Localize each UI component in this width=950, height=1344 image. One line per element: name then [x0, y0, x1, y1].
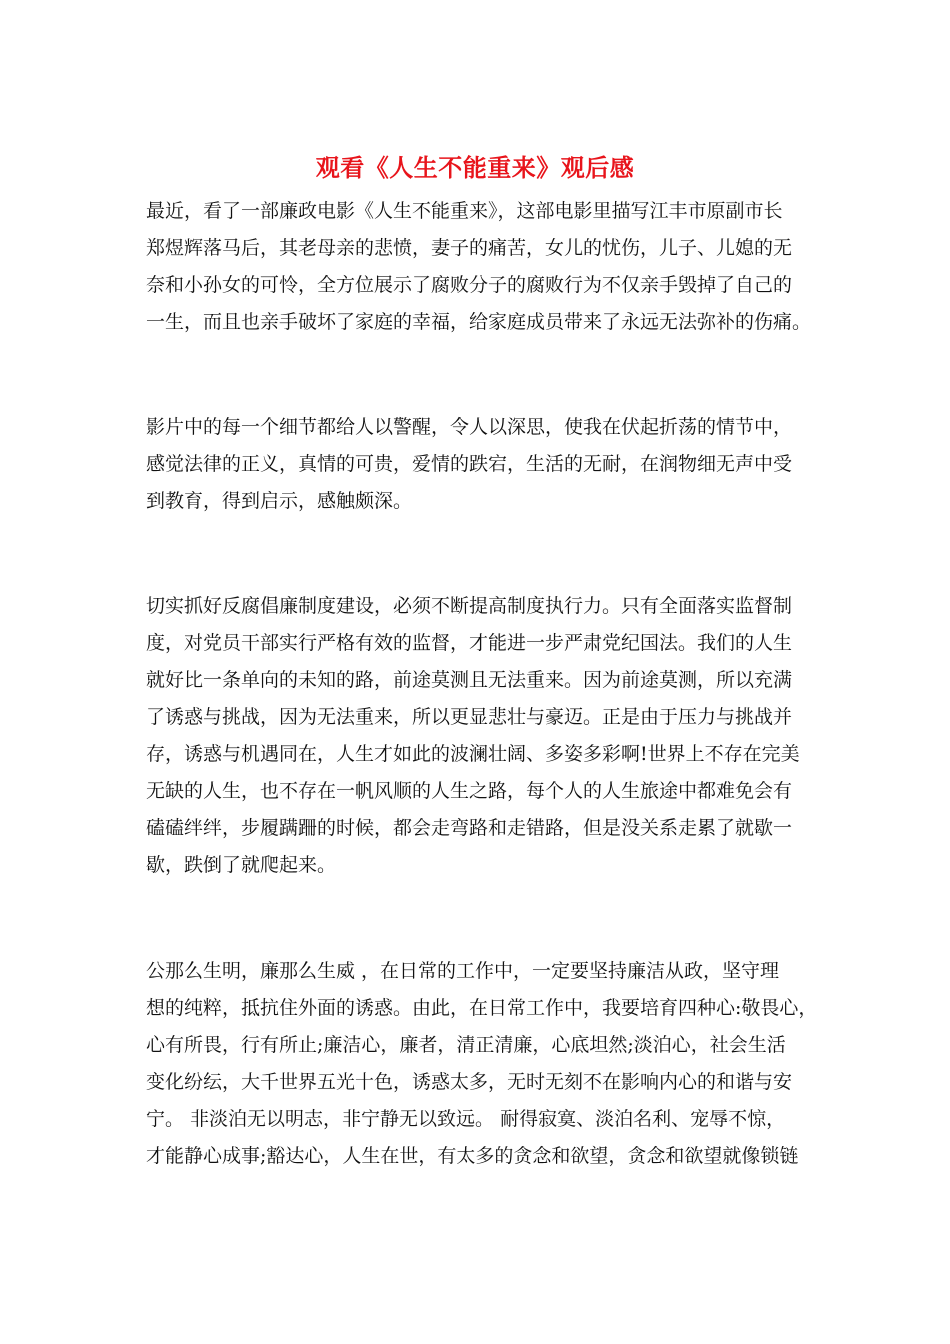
paragraph-line: 奈和小孙女的可怜，全方位展示了腐败分子的腐败行为不仅亲手毁掉了自己的 — [146, 274, 793, 296]
paragraph-line: 感觉法律的正义，真情的可贵，爱情的跌宕，生活的无耐，在润物细无声中受 — [146, 453, 793, 475]
paragraph-line: 想的纯粹，抵抗住外面的诱惑。由此，在日常工作中，我要培育四种心:敬畏心， — [146, 997, 818, 1019]
paragraph-line: 切实抓好反腐倡廉制度建设，必须不断提高制度执行力。只有全面落实监督制 — [146, 595, 793, 617]
paragraph-line: 了诱惑与挑战，因为无法重来，所以更显悲壮与豪迈。正是由于压力与挑战并 — [146, 706, 793, 728]
paragraph-4 — [146, 953, 818, 1175]
paragraph-line: 心有所畏，行有所止;廉洁心，廉者，清正清廉，心底坦然;淡泊心，社会生活 — [146, 1034, 786, 1056]
paragraph-2 — [146, 409, 818, 520]
paragraph-line: 最近，看了一部廉政电影《人生不能重来》，这部电影里描写江丰市原副市长 — [146, 200, 783, 222]
paragraph-line: 公那么生明，廉那么生威 ，在日常的工作中，一定要坚持廉洁从政，坚守理 — [146, 960, 780, 982]
paragraph-line: 一生，而且也亲手破坏了家庭的幸福，给家庭成员带来了永远无法弥补的伤痛。 — [146, 311, 812, 333]
paragraph-line: 宁。 非淡泊无以明志，非宁静无以致远。 耐得寂寞、淡泊名利、宠辱不惊， — [146, 1108, 786, 1130]
paragraph-3 — [146, 588, 818, 884]
paragraph-line: 变化纷纭，大千世界五光十色，诱惑太多，无时无刻不在影响内心的和谐与安 — [146, 1071, 793, 1093]
paragraph-line: 就好比一条单向的未知的路，前途莫测且无法重来。因为前途莫测，所以充满 — [146, 669, 793, 691]
paragraph-line: 度，对党员干部实行严格有效的监督，才能进一步严肃党纪国法。我们的人生 — [146, 632, 793, 654]
paragraph-1 — [146, 193, 818, 341]
paragraph-line: 存，诱惑与机遇同在，人生才如此的波澜壮阔、多姿多彩啊!世界上不存在完美 — [146, 743, 800, 765]
paragraph-line: 磕磕绊绊，步履蹒跚的时候，都会走弯路和走错路，但是没关系走累了就歇一 — [146, 817, 793, 839]
paragraph-line: 才能静心成事;豁达心，人生在世，有太多的贪念和欲望，贪念和欲望就像锁链 — [146, 1145, 799, 1167]
paragraph-line: 无缺的人生，也不存在一帆风顺的人生之路，每个人的人生旅途中都难免会有 — [146, 780, 793, 802]
document-title: 观看《人生不能重来》观后感 — [315, 153, 635, 182]
paragraph-line: 影片中的每一个细节都给人以警醒，令人以深思，使我在伏起折荡的情节中， — [146, 416, 793, 438]
paragraph-line: 到教育，得到启示，感触颇深。 — [146, 490, 413, 512]
paragraph-line: 郑煜辉落马后，其老母亲的悲愤，妻子的痛苦，女儿的忧伤，儿子、儿媳的无 — [146, 237, 793, 259]
paragraph-line: 歇，跌倒了就爬起来。 — [146, 854, 337, 876]
